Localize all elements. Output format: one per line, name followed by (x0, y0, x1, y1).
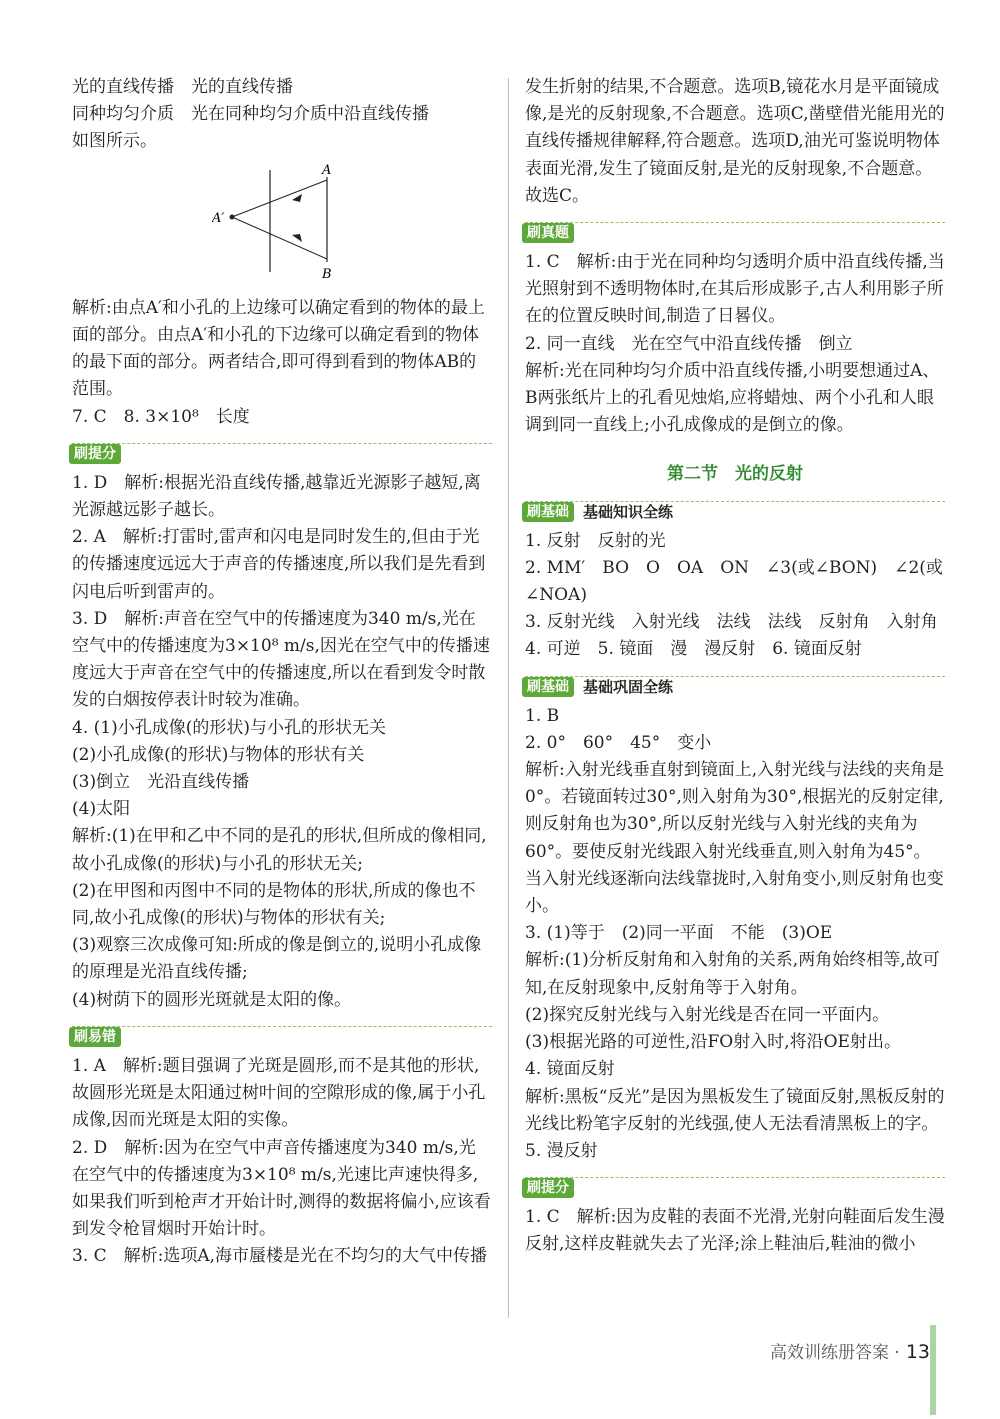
section-header (525, 676, 945, 699)
answer-line: 1. A 解析:题目强调了光斑是圆形,而不是其他的形状,故圆形光斑是太阳通过树叶间的空隙形成的像,属于小孔成像,因而光斑是太阳的实像。 (72, 1055, 486, 1131)
section-label: 基础知识全练 (583, 502, 674, 521)
section-title: 第二节 光的反射 (667, 464, 803, 485)
answer-line: 1. C 解析:因为皮鞋的表面不光滑,光射向鞋面后发生漫反射,这样皮鞋就失去了光泽;涂上鞋油后,鞋油的微小 (525, 1207, 945, 1255)
answer-line: 同种均匀介质 光在同种均匀介质中沿直线传播 (72, 104, 429, 125)
answer-line: 4. 镜面反射 (525, 1059, 615, 1080)
answer-line: 解析:(1)分析反射角和入射角的关系,两角始终相等,故可知,在反射现象中,反射角等于入射角。 (525, 950, 940, 998)
answer-line: 2. D 解析:因为在空气中声音传播速度为340 m/s,光在空气中的传播速度为3×10⁸ m/s,光速比声速快得多,如果我们听到枪声才开始计时,测得的数据将偏小,应该看到发令枪冒烟时开始计时。 (72, 1137, 491, 1240)
answer-line: 3. 反射光线 入射光线 法线 法线 反射角 入射角 (525, 612, 938, 633)
analysis-text: 解析:由点A′和小孔的上边缘可以确定看到的物体的最上面的部分。由点A′和小孔的下边缘可以确定看到的物体的最下面的部分。两者结合,即可得到看到的物体AB的范围。 (72, 297, 485, 400)
answer-line: 5. 漫反射 (525, 1140, 598, 1161)
answer-line: 7. C 8. 3×10⁸ 长度 (72, 406, 250, 427)
answer-line: 1. D 解析:根据光沿直线传播,越靠近光源影子越短,离光源越远影子越长。 (72, 472, 481, 521)
answer-line: 4. (1)小孔成像(的形状)与小孔的形状无关 (72, 717, 386, 738)
analysis-text: 发生折射的结果,不合题意。选项B,镜花水月是平面镜成像,是光的反射现象,不合题意。选项C,凿壁借光能用光的直线传播规律解释,符合题意。选项D,油光可鉴说明物体表面光滑,发生了镜面反射,是光的反射现象,不合题意。故选C。 (525, 77, 945, 206)
answer-line: 2. 同一直线 光在空气中沿直线传播 倒立 (525, 333, 853, 354)
column-divider (508, 78, 509, 1318)
answer-line: (2)小孔成像(的形状)与物体的形状有关 (72, 744, 365, 765)
section-tag: 刷提分 (522, 1178, 574, 1198)
answer-line: 3. D 解析:声音在空气中的传播速度为340 m/s,光在空气中的传播速度为3×10⁸ m/s,因光在空气中的传播速度远大于声音在空气中的传播速度,所以在看到发令时散发的白烟按停表计时较为准确。 (72, 608, 490, 711)
section-tag: 刷基础 (522, 677, 574, 697)
label-b: B (322, 266, 332, 280)
answer-line: 3. C 解析:选项A,海市蜃楼是光在不均匀的大气中传播 (72, 1246, 488, 1267)
section-tag: 刷基础 (522, 502, 574, 522)
answer-line: 1. 反射 反射的光 (525, 530, 666, 551)
answer-line: 解析:入射光线垂直射到镜面上,入射光线与法线的夹角是0°。若镜面转过30°,则入射角为30°,根据光的反射定律,则反射角也为30°,所以反射光线与入射光线的夹角为60°。要使反射光线跟入射光线垂直,则入射角为45°。当入射光线逐渐向法线靠拢时,入射角变小,则反射角也变小。 (525, 760, 945, 917)
answer-line: 4. 可逆 5. 镜面 漫 漫反射 6. 镜面反射 (525, 639, 862, 660)
section-header (525, 1177, 945, 1200)
answer-line: 2. MM′ BO O OA ON ∠3(或∠BON) ∠2(或∠NOA) (525, 557, 943, 606)
answer-line: (3)倒立 光沿直线传播 (72, 772, 250, 793)
answer-line: 解析:(1)在甲和乙中不同的是孔的形状,但所成的像相同,故小孔成像(的形状)与小孔的形状无关; (72, 826, 487, 874)
section-tag: 刷提分 (69, 444, 121, 464)
answer-line: 2. 0° 60° 45° 变小 (525, 732, 712, 753)
section-header (525, 501, 945, 524)
footer-label: 高效训练册答案 · (770, 1343, 900, 1363)
right-column (525, 74, 945, 1259)
answer-line: 解析:光在同种均匀介质中沿直线传播,小明要想通过A、B两张纸片上的孔看见烛焰,应将蜡烛、两个小孔和人眼调到同一直线上;小孔成像成的是倒立的像。 (525, 360, 940, 436)
answer-line: 2. A 解析:打雷时,雷声和闪电是同时发生的,但由于光的传播速度远远大于声音的传播速度,所以我们是先看到闪电后听到雷声的。 (72, 527, 486, 602)
answer-line: 解析:黑板“反光”是因为黑板发生了镜面反射,黑板反射的光线比粉笔字反射的光线强,使人无法看清黑板上的字。 (525, 1086, 945, 1134)
answer-line: (4)树荫下的圆形光斑就是太阳的像。 (72, 989, 352, 1010)
section-header (72, 1026, 492, 1049)
edge-bar (930, 1325, 936, 1415)
section-tag: 刷真题 (522, 223, 574, 243)
pinhole-diagram (212, 162, 492, 289)
answer-line: (2)探究反射光线与入射光线是否在同一平面内。 (525, 1004, 890, 1025)
answer-line: 光的直线传播 光的直线传播 (72, 77, 293, 97)
page-number: 13 (905, 1341, 930, 1363)
left-column (72, 74, 492, 1271)
section-label: 基础巩固全练 (583, 677, 674, 696)
page-footer (770, 1338, 930, 1363)
answer-line: (3)根据光路的可逆性,沿FO射入时,将沿OE射出。 (525, 1032, 901, 1053)
answer-line: 1. B (525, 705, 560, 726)
answer-line: 如图所示。 (72, 131, 157, 152)
answer-line: 1. C 解析:由于光在同种均匀透明介质中沿直线传播,当光照射到不透明物体时,在其后形成影子,古人利用影子所在的位置反映时间,制造了日晷仪。 (525, 252, 945, 327)
label-a: A (322, 162, 332, 178)
label-a-prime: A′ (212, 210, 225, 226)
answer-line: (2)在甲图和丙图中不同的是物体的形状,所成的像也不同,故小孔成像(的形状)与物体的形状有关; (72, 880, 476, 929)
answer-line: (4)太阳 (72, 799, 131, 820)
section-tag: 刷易错 (69, 1027, 121, 1047)
section-header (72, 443, 492, 466)
section-header (525, 222, 945, 245)
answer-line: 3. (1)等于 (2)同一平面 不能 (3)OE (525, 923, 833, 944)
answer-line: (3)观察三次成像可知:所成的像是倒立的,说明小孔成像的原理是光沿直线传播; (72, 935, 482, 983)
